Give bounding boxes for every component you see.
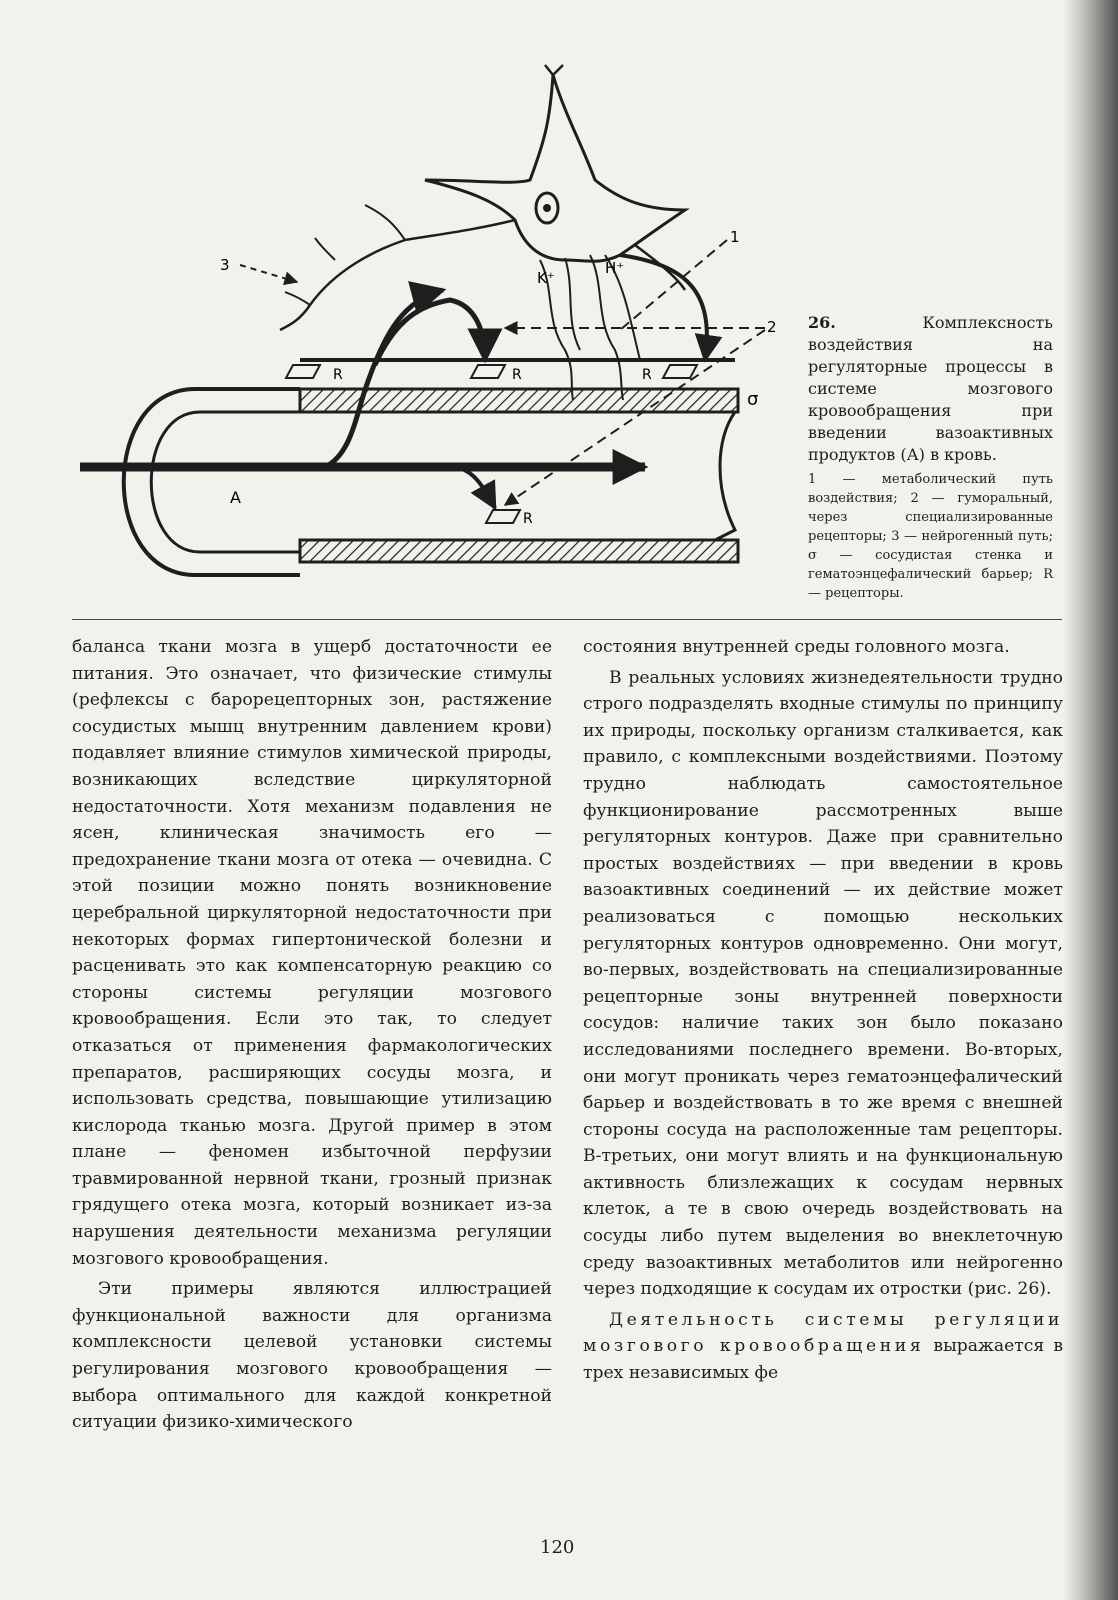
receptor-2	[471, 365, 505, 378]
path-label-1: 1	[730, 228, 740, 246]
caption-title: Комплексность воздействия на регуляторные процессы в системе мозгового кровообращения при введении вазоактивных продуктов (А) в кровь.	[808, 313, 1053, 464]
page-number: 120	[540, 1537, 575, 1558]
receptor-3	[663, 365, 697, 378]
spaced-emphasis: Деятельность системы регуляции мозгового кровообращения	[583, 1309, 1063, 1357]
left-paragraph-2: Эти примеры являются иллюстрацией функциональной важности для организма комплексности целевой установки системы регулирования мозгового кровообращения — выбора оптимального для каждой конкретной ситуации физико-химического	[72, 1279, 552, 1433]
vessel-neuron-diagram	[75, 60, 795, 610]
potassium-label: K⁺	[537, 269, 555, 287]
receptor-1	[286, 365, 320, 378]
page-gutter-shadow	[1063, 0, 1118, 1600]
figure-divider	[72, 619, 1062, 620]
path-label-3: 3	[220, 256, 230, 274]
receptor-label-3: R	[642, 367, 652, 383]
caption-number: 26.	[808, 313, 836, 332]
receptor-4	[486, 510, 520, 523]
right-paragraph-3-rest: выражается в трех независимых фе	[583, 1336, 1063, 1384]
receptor-label-1: R	[333, 367, 343, 383]
left-column	[72, 634, 552, 1436]
right-paragraph-2: В реальных условиях жизнедеятельности трудно строго подразделять входные стимулы по принципу их природы, поскольку организм сталкивается, как правило, с комплексными воздействиями. Поэтому трудно наблюдать самостоятельное функционирование рассмотренных выше регуляторных контуров. Даже при сравнительно простых воздействиях — при введении в кровь вазоактивных соединений — их действие может реализоваться с помощью нескольких регуляторных контуров одновременно. Они могут, во-первых, воздействовать на специализированные рецепторные зоны внутренней поверхности сосудов: наличие таких зон было показано исследованиями последнего времени. Во-вторых, они могут проникать через гематоэнцефалический барьер и воздействовать в то же время с внешней стороны сосуда на расположенные там рецепторы. В-третьих, они могут влиять и на функциональную активность близлежащих к сосудам нервных клеток, а те в свою очередь воздействовать на сосуды либо путем выделения во внеклеточную среду вазоактивных метаболитов или нейрогенно через подходящие к сосудам их отростки (рис. 26).	[583, 667, 1063, 1300]
figure-caption	[808, 312, 1053, 603]
sigma-label: σ	[747, 389, 759, 410]
receptor-label-4: R	[523, 511, 533, 527]
hydrogen-label: H⁺	[605, 259, 625, 277]
figure-26	[75, 60, 795, 610]
caption-legend: 1 — метаболический путь воздействия; 2 — гуморальный, через специализированные рецепторы; 3 — нейрогенный путь; σ — сосудистая стенка и гематоэнцефалический барьер; R — рецепторы.	[808, 472, 1053, 601]
right-paragraph-3	[583, 1307, 1063, 1387]
receptor-label-2: R	[512, 367, 522, 383]
vessel-loop-inner	[151, 412, 300, 552]
path-label-2: 2	[767, 318, 777, 336]
neuron-body	[425, 75, 685, 261]
blood-label: A	[230, 488, 241, 507]
caption-title-line	[808, 312, 1053, 466]
left-paragraph-1: баланса ткани мозга в ущерб достаточности ее питания. Это означает, что физические стимулы (рефлексы с барорецепторных зон, растяжение сосудистых мышц внутренним давлением крови) подавляет влияние стимулов химической природы, возникающих вследствие циркуляторной недостаточности. Хотя механизм подавления не ясен, клиническая значимость его — предохранение ткани мозга от отека — очевидна. С этой позиции можно понять возникновение церебральной циркуляторной недостаточности при некоторых формах гипертонической болезни и расценивать это как компенсаторную реакцию со стороны системы регуляции мозгового кровообращения. Если это так, то следует отказаться от применения фармакологических препаратов, расширяющих сосуды мозга, и использовать средства, повышающие утилизацию кислорода тканью мозга. Другой пример в этом плане — феномен избыточной перфузии травмированной нервной ткани, грозный признак грядущего отека мозга, который возникает из-за нарушения деятельности механизма регуляции мозгового кровообращения.	[72, 637, 552, 1269]
right-column	[583, 634, 1063, 1387]
vessel-wall-bottom	[300, 540, 738, 562]
right-paragraph-1: состояния внутренней среды головного мозга.	[583, 637, 1010, 657]
